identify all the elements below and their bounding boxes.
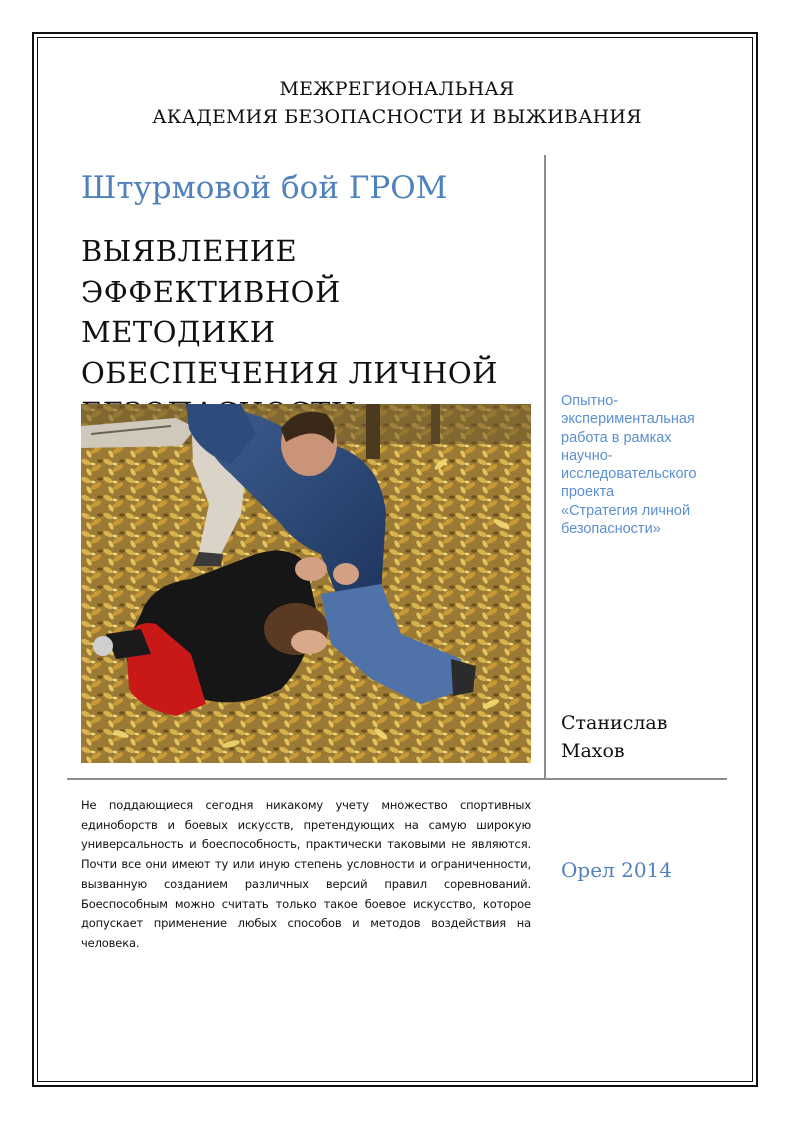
author-last-name: Махов <box>561 740 625 762</box>
academy-header-line-1: МЕЖРЕГИОНАЛЬНАЯ <box>279 78 515 100</box>
place-and-year: Орел 2014 <box>561 858 672 882</box>
project-description-line: безопасности» <box>561 521 661 538</box>
project-description <box>561 392 721 538</box>
project-description-line: экспериментальная <box>561 411 695 428</box>
cover-photo <box>81 404 531 763</box>
horizontal-divider <box>67 778 727 780</box>
book-title-line: ЭФФЕКТИВНОЙ МЕТОДИКИ <box>81 274 341 349</box>
project-description-line: работа в рамках <box>561 429 672 446</box>
abstract-text: Не поддающиеся сегодня никакому учету множество спортивных единоборств и боевых искусств, претендующих на самую широкую универсальность и боеспособность, практически таковыми не являются. Почти все они имеют ту или иную степень условности и ограниченности, вызванную созданием различных версий правил соревнований. Боеспособным можно считать только такое боевое искусство, которое допускает применение любых способов и методов воздействия на человека. <box>81 798 531 950</box>
vertical-divider <box>544 155 546 778</box>
academy-header <box>0 75 794 131</box>
project-description-line: проекта <box>561 484 615 501</box>
author-name <box>561 709 721 765</box>
project-description-line: «Стратегия личной <box>561 502 691 519</box>
book-subtitle: Штурмовой бой ГРОМ <box>81 170 448 206</box>
author-first-name: Станислав <box>561 712 668 734</box>
academy-header-line-2: АКАДЕМИЯ БЕЗОПАСНОСТИ И ВЫЖИВАНИЯ <box>152 106 642 128</box>
book-title-line: ОБЕСПЕЧЕНИЯ ЛИЧНОЙ <box>81 355 498 390</box>
project-description-line: Опытно- <box>561 393 619 409</box>
project-description-line: исследовательского <box>561 466 697 483</box>
project-description-line: научно- <box>561 447 613 464</box>
book-title-line: ВЫЯВЛЕНИЕ <box>81 234 298 268</box>
